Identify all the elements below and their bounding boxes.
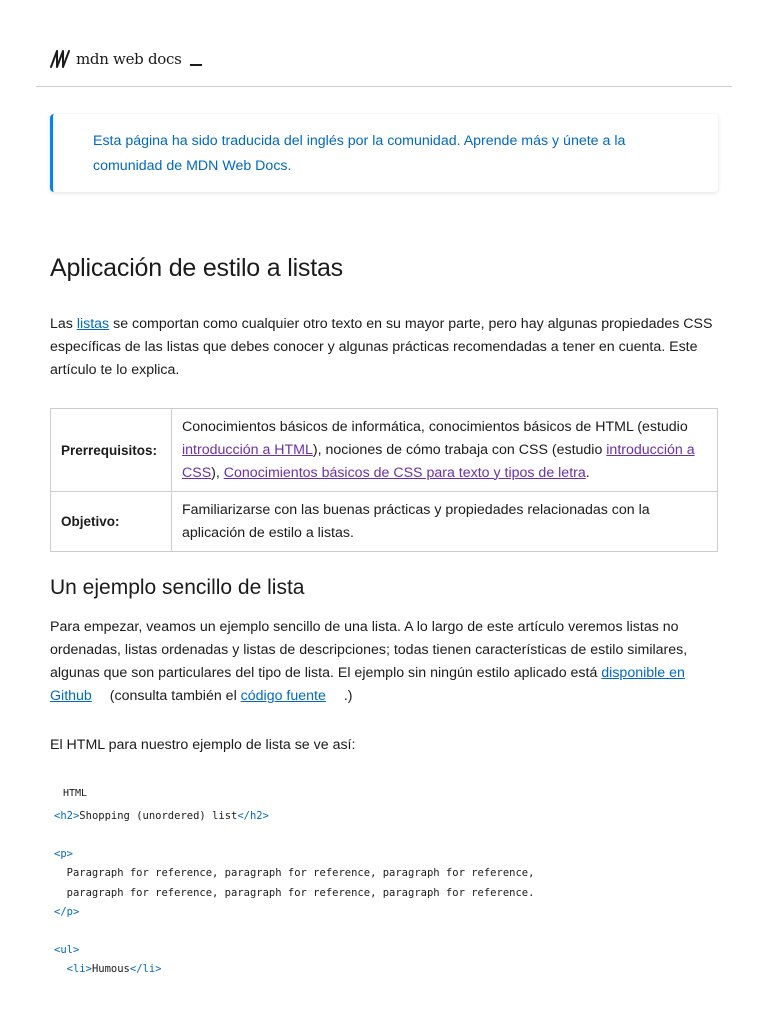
code-tag: </p> [54,905,80,918]
code-text: paragraph for reference, paragraph for reference, paragraph for reference. [54,886,535,899]
prereq-text2: ), nociones de cómo trabaja con CSS (estudio [312,441,607,458]
intro-paragraph [50,313,720,382]
code-line [54,864,534,883]
mdn-logo-icon [50,50,70,68]
code-text: Humous [91,963,130,976]
github-link[interactable]: disponible en Github [50,665,685,704]
section-text1: Para empezar, veamos un ejemplo sencillo de una lista. A lo largo de este artículo veremos listas no ordenadas, listas ordenadas y listas de descripciones; todas tienen características de estilo similares, algunas que son particulares del tipo de lista. El ejemplo sin ningún estilo aplicado está [50,619,688,681]
objective-label: Objetivo: [51,492,172,552]
html-intro: El HTML para nuestro ejemplo de lista se ve así: [50,737,356,753]
intro-css-link[interactable]: introducción a CSS [182,441,695,481]
section-paragraph [50,616,720,708]
source-code-link[interactable]: código fuente [240,688,326,704]
code-line [54,960,534,979]
code-tag: </li> [129,963,162,976]
code-line [54,845,534,864]
intro-html-link[interactable]: introducción a HTML [182,441,313,458]
code-tag: <ul> [54,944,80,957]
logo-text: mdn web docs [76,50,182,68]
table-row [51,492,718,552]
code-blank [54,826,534,845]
code-tag: <h2> [54,810,80,822]
css-text-fonts-link[interactable]: Conocimientos básicos de CSS para texto y tipos de letra [223,464,586,481]
page-title: Aplicación de estilo a listas [50,254,343,282]
objective-text: Familiarizarse con las buenas prácticas y propiedades relacionadas con la aplicación de estilo a listas. [172,492,718,552]
intro-before: Las [50,316,77,332]
section-text3: .) [339,688,353,704]
section-title: Un ejemplo sencillo de lista [50,576,305,599]
code-tag: <p> [54,848,73,861]
site-header [0,0,768,88]
code-line [54,941,534,960]
mdn-logo[interactable] [50,50,202,68]
code-line [54,884,534,903]
code-blank [54,922,534,941]
listas-link[interactable]: listas [76,316,110,332]
code-line [54,807,534,826]
notice-text[interactable]: Esta página ha sido traducida del inglés por la comunidad. Aprende más y únete a la comunidad de MDN Web Docs. [93,133,626,174]
header-divider [36,86,732,87]
translation-notice [50,114,718,192]
prereq-text1: Conocimientos básicos de informática, conocimientos básicos de HTML (estudio [182,418,688,435]
intro-after: se comportan como cualquier otro texto en su mayor parte, pero hay algunas propiedades CSS específicas de las listas que debes conocer y algunas prácticas recomendadas a tener en cuenta. Este artículo te lo explica. [50,316,713,378]
prereq-text4: . [585,464,590,481]
code-text: Paragraph for reference, paragraph for reference, paragraph for reference, [54,867,535,880]
prereq-text3: ), [211,464,224,481]
code-line [54,903,534,922]
prereq-label: Prerrequisitos: [51,409,172,492]
code-tag: <li> [66,963,92,976]
table-row [51,409,718,492]
prereq-cell [172,409,718,492]
code-text: Shopping (unordered) list [79,810,238,822]
prerequisites-table [50,408,718,552]
code-tag: </h2> [237,810,269,822]
code-language-label: HTML [63,788,88,799]
section-text2: (consulta también el [105,688,241,704]
logo-cursor [190,64,202,66]
code-block[interactable] [54,807,534,980]
